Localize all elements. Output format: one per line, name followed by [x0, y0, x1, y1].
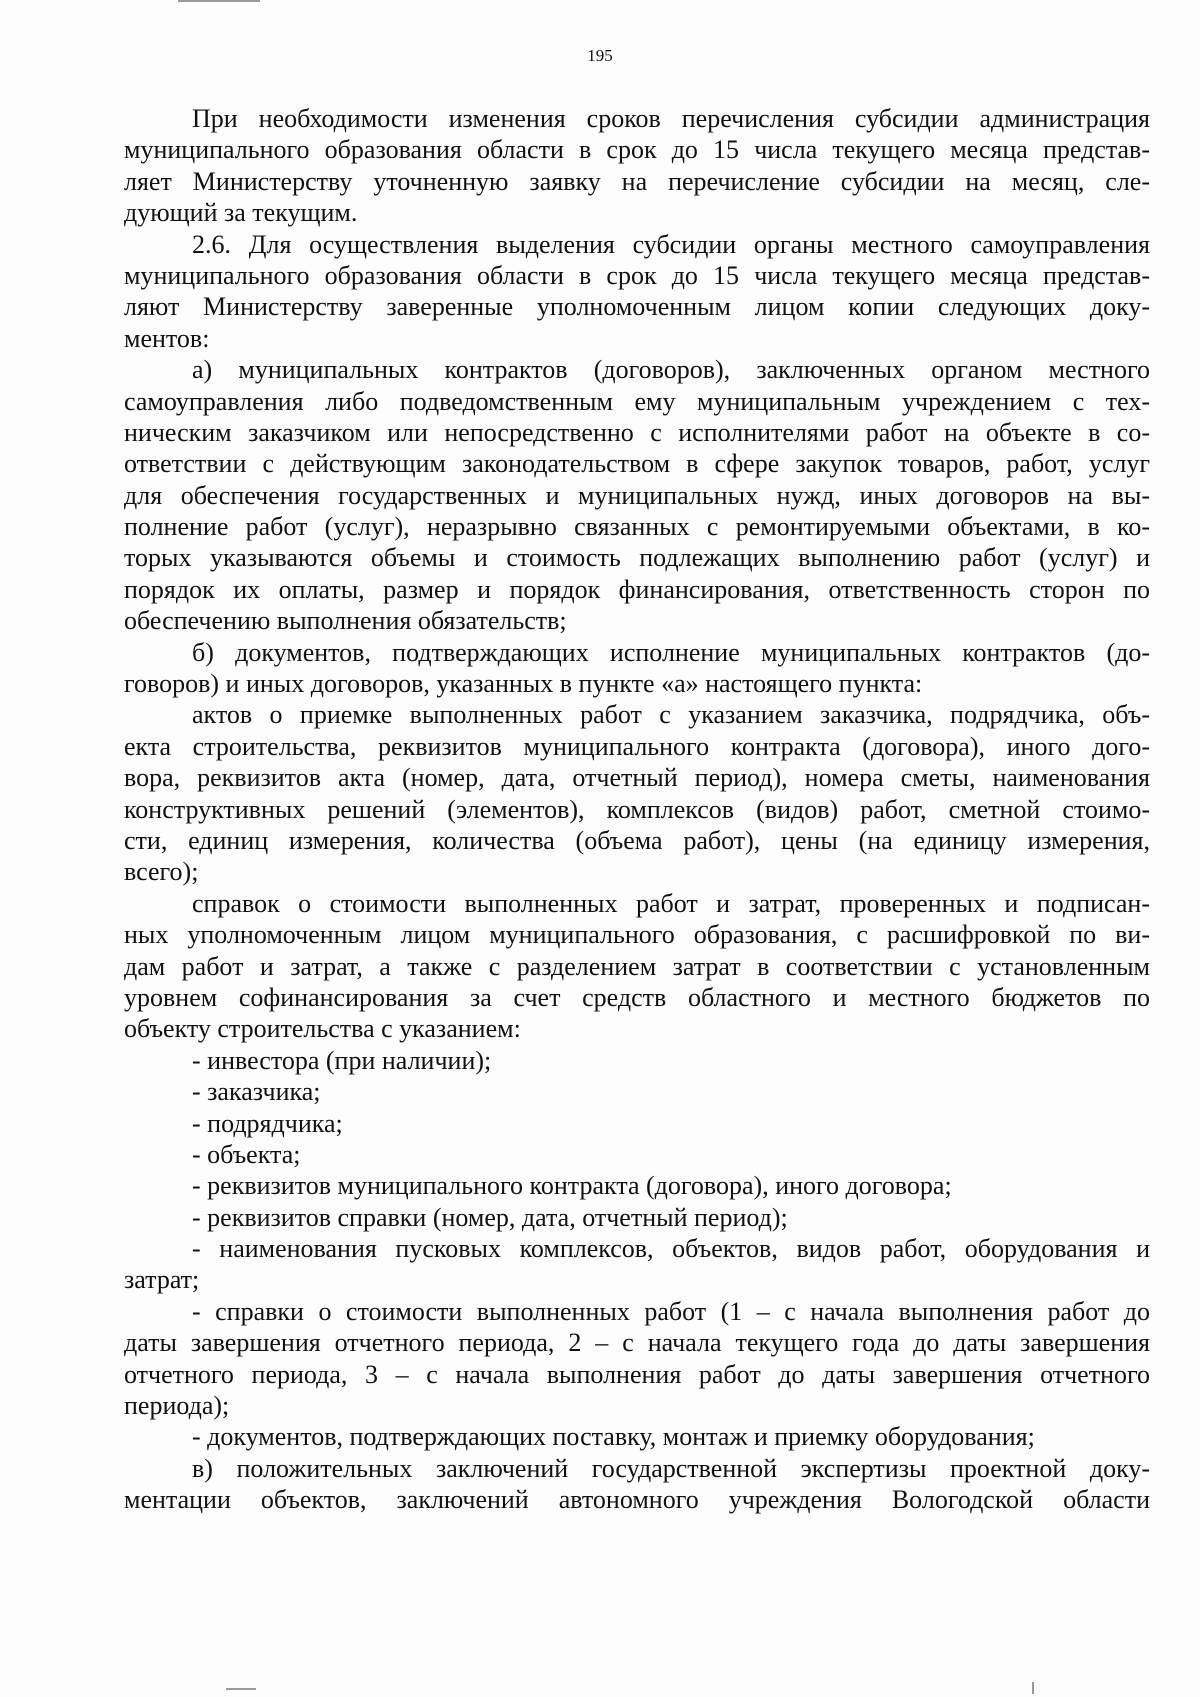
text-line: уровнем софинансирования за счет средств областного и местного бюджетов по [124, 982, 1150, 1012]
text-line: актов о приемке выполненных работ с указанием заказчика, подрядчика, объ- [192, 700, 1150, 730]
text-line: муниципального образования области в срок до 15 числа текущего месяца представ- [124, 135, 1150, 165]
text-line: торых указываются объемы и стоимость подлежащих выполнению работ (услуг) и [124, 543, 1150, 573]
text-line: всего); [124, 857, 199, 887]
text-line: - реквизитов муниципального контракта (договора), иного договора; [192, 1171, 952, 1201]
text-line: - подрядчика; [192, 1108, 343, 1138]
text-line: дующий за текущим. [124, 198, 358, 228]
text-line: периода); [124, 1391, 230, 1421]
scan-artifact-top [178, 0, 260, 2]
text-line: - заказчика; [192, 1077, 321, 1107]
text-line: ных уполномоченным лицом муниципального образования, с расшифровкой по ви- [124, 920, 1150, 950]
text-line: - инвестора (при наличии); [192, 1045, 492, 1075]
text-line: - справки о стоимости выполненных работ (1 – с начала выполнения работ до [192, 1296, 1150, 1326]
text-line: ляют Министерству заверенные уполномоченным лицом копии следующих доку- [124, 292, 1150, 322]
text-line: даты завершения отчетного периода, 2 – с начала текущего года до даты завершения [124, 1328, 1150, 1358]
text-line: - объекта; [192, 1139, 301, 1169]
text-line: в) положительных заключений государственной экспертизы проектной доку- [192, 1453, 1150, 1483]
text-line: б) документов, подтверждающих исполнение муниципальных контрактов (до- [192, 637, 1150, 667]
text-line: объекту строительства с указанием: [124, 1014, 521, 1044]
text-line: говоров) и иных договоров, указанных в пункте «а» настоящего пункта: [124, 669, 923, 699]
body-text [124, 103, 1150, 1516]
text-line: При необходимости изменения сроков перечисления субсидии администрация [192, 104, 1150, 133]
text-line: отчетного периода, 3 – с начала выполнения работ до даты завершения отчетного [124, 1359, 1150, 1389]
text-line: справок о стоимости выполненных работ и затрат, проверенных и подписан- [192, 888, 1150, 918]
text-line: дам работ и затрат, а также с разделением затрат в соответствии с установленным [124, 951, 1150, 981]
text-line: - наименования пусковых комплексов, объектов, видов работ, оборудования и [192, 1234, 1150, 1264]
text-line: порядок их оплаты, размер и порядок финансирования, ответственность сторон по [124, 574, 1150, 604]
text-line: ментов: [124, 323, 210, 353]
text-line: вора, реквизитов акта (номер, дата, отчетный период), номера сметы, наименования [124, 763, 1150, 793]
text-line: самоуправления либо подведомственным ему муниципальным учреждением с тех- [124, 386, 1150, 416]
page-number: 195 [587, 46, 613, 65]
scan-artifact-bottom-right [1032, 1682, 1034, 1694]
text-line: обеспечению выполнения обязательств; [124, 606, 567, 636]
text-line: екта строительства, реквизитов муниципального контракта (договора), иного дого- [124, 731, 1150, 761]
text-line: для обеспечения государственных и муниципальных нужд, иных договоров на вы- [124, 480, 1150, 510]
text-line: ответствии с действующим законодательством в сфере закупок товаров, работ, услуг [124, 449, 1150, 479]
text-line: ментации объектов, заключений автономного учреждения Вологодской области [124, 1485, 1150, 1515]
text-line: а) муниципальных контрактов (договоров), заключенных органом местного [192, 355, 1150, 385]
text-line: конструктивных решений (элементов), комплексов (видов) работ, сметной стоимо- [124, 794, 1150, 824]
text-line: муниципального образования области в срок до 15 числа текущего месяца представ- [124, 260, 1150, 290]
text-line: - документов, подтверждающих поставку, монтаж и приемку оборудования; [192, 1422, 1035, 1452]
text-line: 2.6. Для осуществления выделения субсидии органы местного самоуправления [192, 229, 1150, 259]
text-line: затрат; [124, 1265, 200, 1295]
text-line: - реквизитов справки (номер, дата, отчетный период); [192, 1202, 788, 1232]
text-line: ническим заказчиком или непосредственно с исполнителями работ на объекте в со- [124, 417, 1150, 447]
text-line: ляет Министерству уточненную заявку на перечисление субсидии на месяц, сле- [124, 166, 1150, 196]
scan-artifact-bottom-left [226, 1688, 256, 1690]
text-line: сти, единиц измерения, количества (объема работ), цены (на единицу измерения, [124, 825, 1150, 855]
text-line: полнение работ (услуг), неразрывно связанных с ремонтируемыми объектами, в ко- [124, 512, 1150, 542]
